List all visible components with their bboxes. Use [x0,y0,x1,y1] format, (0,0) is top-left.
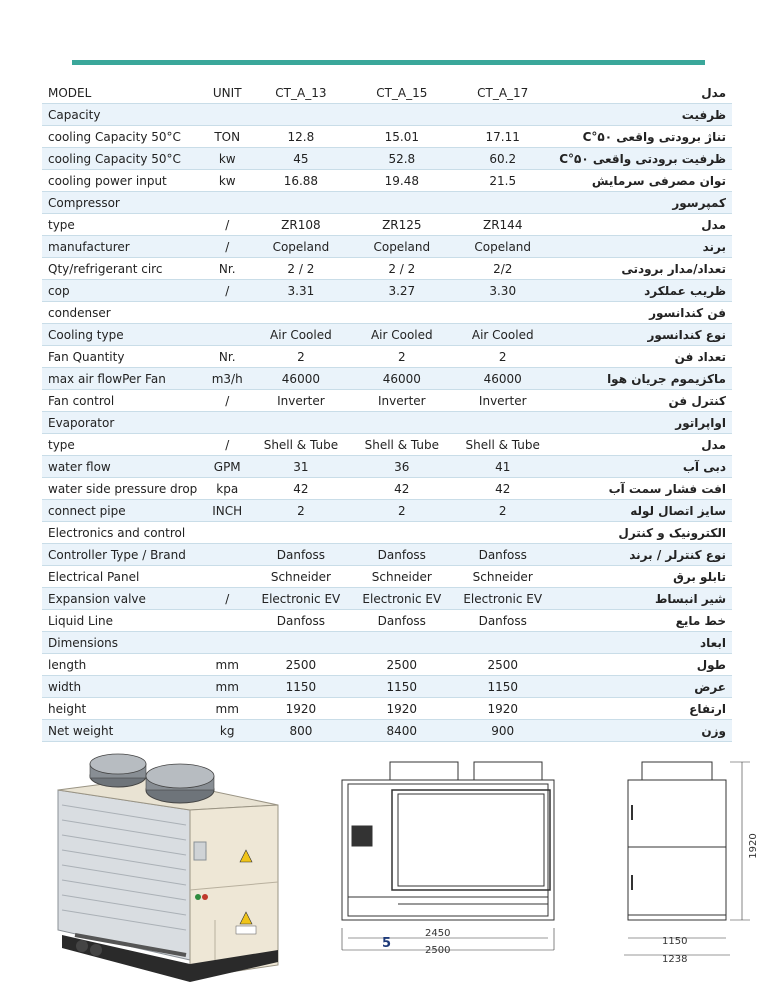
row-label-fa: نوع کندانسور [553,324,732,346]
row-unit [204,610,250,632]
row-unit: / [204,214,250,236]
row-value: 1150 [250,676,351,698]
row-label-fa: دبی آب [553,456,732,478]
row-value: 46000 [452,368,553,390]
row-value [452,412,553,434]
row-value: Air Cooled [250,324,351,346]
row-label-fa: ابعاد [553,632,732,654]
row-unit [204,412,250,434]
model-label: MODEL [42,82,204,104]
row-value: Danfoss [351,544,452,566]
table-row [42,258,732,280]
row-value: 42 [351,478,452,500]
row-value: 42 [250,478,351,500]
row-label: connect pipe [42,500,204,522]
row-value [351,522,452,544]
row-unit: / [204,588,250,610]
table-row [42,434,732,456]
row-value [452,302,553,324]
row-value: 2/2 [452,258,553,280]
table-row [42,632,732,654]
table-row [42,126,732,148]
row-label: cooling Capacity 50°C [42,148,204,170]
row-value: Copeland [351,236,452,258]
row-label-fa: ماکزیموم جریان هوا [553,368,732,390]
row-unit: / [204,236,250,258]
row-value [452,632,553,654]
table-row [42,302,732,324]
row-label-fa: ظریب عملکرد [553,280,732,302]
row-label: manufacturer [42,236,204,258]
row-label: height [42,698,204,720]
row-label-fa: الکترونیک و کنترل [553,522,732,544]
table-row [42,610,732,632]
model-name: CT_A_17 [452,82,553,104]
table-row [42,192,732,214]
table-row [42,720,732,742]
row-label: water side pressure drop [42,478,204,500]
row-value: Electronic EV [250,588,351,610]
row-unit: / [204,280,250,302]
row-value: 46000 [250,368,351,390]
row-value: Schneider [452,566,553,588]
row-value: Copeland [250,236,351,258]
table-row [42,654,732,676]
row-label: Fan control [42,390,204,412]
row-value: Danfoss [250,544,351,566]
row-value: 2500 [452,654,553,676]
row-label: Net weight [42,720,204,742]
row-label: type [42,214,204,236]
row-label: Liquid Line [42,610,204,632]
table-row [42,368,732,390]
model-label-fa: مدل [553,82,732,104]
row-value: Inverter [351,390,452,412]
row-unit [204,192,250,214]
row-value: Inverter [452,390,553,412]
table-header-row [42,82,732,104]
row-unit: kw [204,148,250,170]
row-value: 2 / 2 [351,258,452,280]
row-value: 45 [250,148,351,170]
row-unit: kg [204,720,250,742]
row-value: 800 [250,720,351,742]
row-value [351,632,452,654]
top-accent-bar [72,60,705,65]
row-value: 42 [452,478,553,500]
row-value: 19.48 [351,170,452,192]
row-label: condenser [42,302,204,324]
row-unit: kpa [204,478,250,500]
row-label: Evaporator [42,412,204,434]
row-label: Electronics and control [42,522,204,544]
row-value: 2 [351,500,452,522]
table-row [42,412,732,434]
row-label: Qty/refrigerant circ [42,258,204,280]
table-row [42,478,732,500]
row-label-fa: توان مصرفی سرمایش [553,170,732,192]
row-value: 1920 [250,698,351,720]
row-label-fa: اواپراتور [553,412,732,434]
table-row [42,104,732,126]
row-value: 900 [452,720,553,742]
table-row [42,566,732,588]
table-row [42,456,732,478]
row-value: 2500 [351,654,452,676]
row-value: 2 [452,346,553,368]
row-value [351,412,452,434]
row-value: 1150 [351,676,452,698]
row-value: Danfoss [452,544,553,566]
row-label-fa: تعداد/مدار برودتی [553,258,732,280]
row-unit [204,104,250,126]
row-value: ZR125 [351,214,452,236]
row-value: Danfoss [351,610,452,632]
row-label: width [42,676,204,698]
row-unit [204,302,250,324]
row-value: 31 [250,456,351,478]
row-value: 41 [452,456,553,478]
row-value: Danfoss [250,610,351,632]
row-value: 46000 [351,368,452,390]
table-row [42,236,732,258]
row-unit: mm [204,698,250,720]
row-unit: / [204,434,250,456]
table-row [42,698,732,720]
unit-drawings [0,750,773,1000]
row-label-fa: ظرفیت برودتی واقعی ۵۰°C [553,148,732,170]
row-label: Electrical Panel [42,566,204,588]
front-view-drawing [342,762,554,950]
row-label: Capacity [42,104,204,126]
row-value: 3.27 [351,280,452,302]
row-label-fa: خط مایع [553,610,732,632]
row-value: Shell & Tube [452,434,553,456]
row-value: 16.88 [250,170,351,192]
table-row [42,170,732,192]
row-value: Air Cooled [452,324,553,346]
row-value: Schneider [250,566,351,588]
row-label: Cooling type [42,324,204,346]
row-label-fa: تعداد فن [553,346,732,368]
front-total-width-label: 2500 [425,945,451,956]
row-label: max air flowPer Fan [42,368,204,390]
row-unit: Nr. [204,258,250,280]
row-value: 36 [351,456,452,478]
row-label-fa: وزن [553,720,732,742]
row-value: ZR108 [250,214,351,236]
row-label: Dimensions [42,632,204,654]
row-value: 2 [250,346,351,368]
model-name: CT_A_15 [351,82,452,104]
row-value: 12.8 [250,126,351,148]
front-inner-width-label: 2450 [425,928,451,939]
row-value: 2 / 2 [250,258,351,280]
row-value: Air Cooled [351,324,452,346]
row-label-fa: کنترل فن [553,390,732,412]
row-value [452,522,553,544]
row-value: Shell & Tube [250,434,351,456]
row-value: 2500 [250,654,351,676]
row-label-fa: مدل [553,214,732,236]
row-unit: TON [204,126,250,148]
row-value [250,412,351,434]
row-value: Shell & Tube [351,434,452,456]
row-value [351,192,452,214]
row-value: Copeland [452,236,553,258]
row-label-fa: فن کندانسور [553,302,732,324]
row-value: Electronic EV [452,588,553,610]
side-height-label: 1920 [748,833,759,859]
row-label-fa: تابلو برق [553,566,732,588]
row-value [452,192,553,214]
table-row [42,676,732,698]
row-value [351,302,452,324]
row-unit: INCH [204,500,250,522]
row-value: 2 [351,346,452,368]
row-value [351,104,452,126]
row-value [250,192,351,214]
row-value: 3.30 [452,280,553,302]
row-value [250,302,351,324]
row-label-fa: شیر انبساط [553,588,732,610]
row-value: Inverter [250,390,351,412]
row-value: 52.8 [351,148,452,170]
table-row [42,324,732,346]
row-value: Danfoss [452,610,553,632]
row-unit: kw [204,170,250,192]
row-value: 3.31 [250,280,351,302]
table-row [42,522,732,544]
row-unit: m3/h [204,368,250,390]
table-row [42,148,732,170]
row-value: 1920 [351,698,452,720]
row-unit: Nr. [204,346,250,368]
row-label: Compressor [42,192,204,214]
row-value: 1150 [452,676,553,698]
row-label-fa: تناژ برودتی واقعی ۵۰°C [553,126,732,148]
row-label-fa: نوع کنترلر / برند [553,544,732,566]
row-unit [204,566,250,588]
row-unit: mm [204,654,250,676]
row-value: 8400 [351,720,452,742]
row-value: 17.11 [452,126,553,148]
row-unit [204,522,250,544]
row-label-fa: مدل [553,434,732,456]
row-value: 21.5 [452,170,553,192]
table-row [42,346,732,368]
row-label-fa: عرض [553,676,732,698]
row-unit: / [204,390,250,412]
table-row [42,500,732,522]
row-label-fa: ارتفاع [553,698,732,720]
side-inner-width-label: 1150 [662,936,688,947]
row-value [452,104,553,126]
table-row [42,280,732,302]
row-label: cooling Capacity 50°C [42,126,204,148]
row-value [250,632,351,654]
row-value: Schneider [351,566,452,588]
row-label-fa: کمپرسور [553,192,732,214]
row-unit: mm [204,676,250,698]
row-label: Expansion valve [42,588,204,610]
row-label: length [42,654,204,676]
table-row [42,390,732,412]
row-value: ZR144 [452,214,553,236]
row-label: Fan Quantity [42,346,204,368]
row-unit [204,544,250,566]
row-value: Electronic EV [351,588,452,610]
row-value: 2 [250,500,351,522]
row-value [250,522,351,544]
row-label: type [42,434,204,456]
row-label: cop [42,280,204,302]
row-label: cooling power input [42,170,204,192]
row-value: 15.01 [351,126,452,148]
row-label-fa: افت فشار سمت آب [553,478,732,500]
row-label-fa: طول [553,654,732,676]
row-label-fa: ظرفیت [553,104,732,126]
spec-table [42,82,732,742]
row-unit: GPM [204,456,250,478]
row-label: water flow [42,456,204,478]
row-unit [204,632,250,654]
table-row [42,214,732,236]
row-value [250,104,351,126]
table-row [42,544,732,566]
chiller-3d-image [58,754,278,982]
unit-label: UNIT [204,82,250,104]
model-name: CT_A_13 [250,82,351,104]
row-value: 1920 [452,698,553,720]
row-unit [204,324,250,346]
row-value: 60.2 [452,148,553,170]
row-label-fa: سایز اتصال لوله [553,500,732,522]
page-number: 5 [382,936,392,951]
table-row [42,588,732,610]
side-view-drawing [624,762,750,955]
row-label-fa: برند [553,236,732,258]
side-total-width-label: 1238 [662,954,688,965]
row-value: 2 [452,500,553,522]
row-label: Controller Type / Brand [42,544,204,566]
